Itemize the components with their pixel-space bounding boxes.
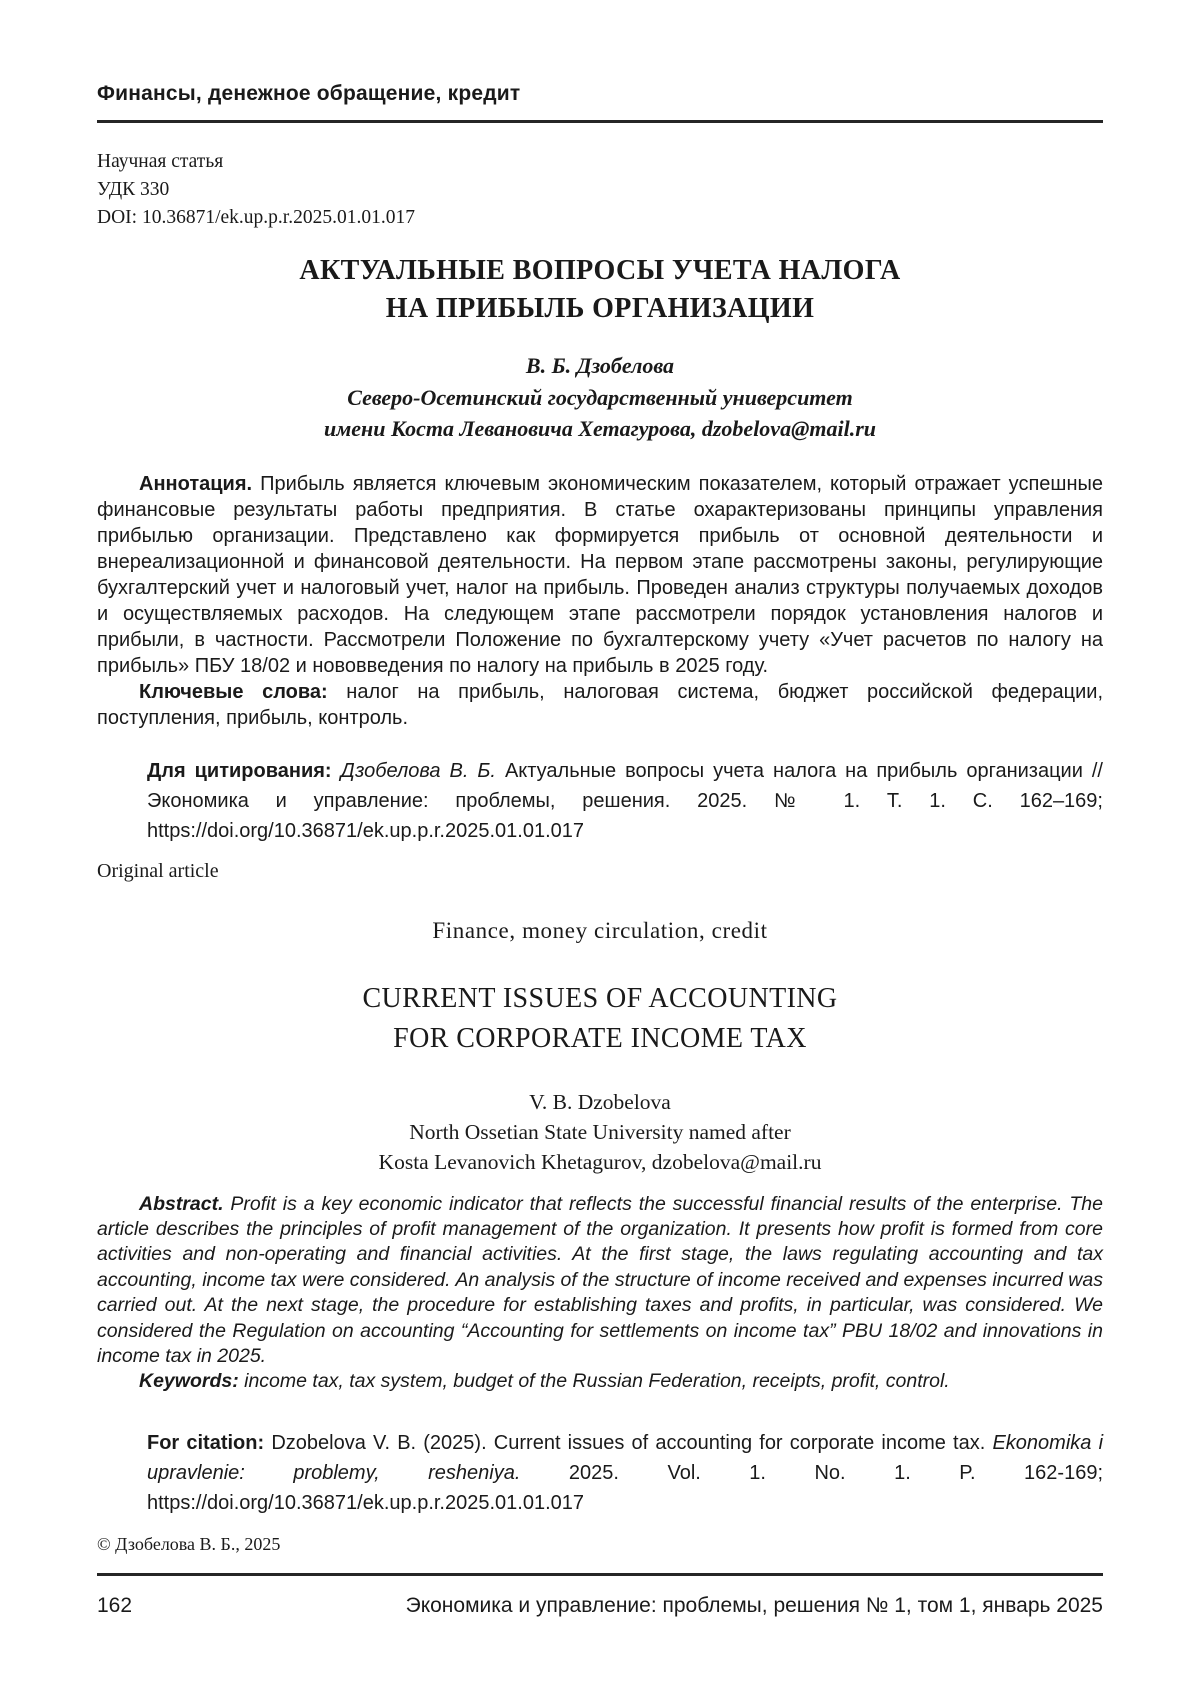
- keywords-ru-label: Ключевые слова:: [139, 680, 328, 703]
- abstract-en-text: Profit is a key economic indicator that reflects the successful financial results of the enterprise. The article describes the principles of profit management of the organization. It presents how profit is formed from core activities and non-operating and financial activities. At the first stage, the laws regulating accounting and tax accounting, income tax were considered. An analysis of the structure of income received and expenses incurred was carried out. At the next stage, the procedure for establishing taxes and profits, in particular, was considered. We considered the Regulation on accounting “Accounting for settlements on income tax” PBU 18/02 and innovations in income tax in 2025.: [97, 1192, 1103, 1367]
- page-number: 162: [97, 1594, 133, 1617]
- abstract-ru-label: Аннотация.: [139, 472, 253, 495]
- citation-ru: [147, 756, 1103, 846]
- article-type-en: Original article: [97, 859, 219, 882]
- abstract-en-label: Abstract.: [139, 1192, 224, 1215]
- citation-ru-author: Дзобелова В. Б.: [340, 759, 496, 782]
- author-ru: В. Б. Дзобелова: [525, 353, 675, 378]
- running-head: Финансы, денежное обращение, кредит: [97, 82, 521, 105]
- keywords-en-label: Keywords:: [139, 1370, 239, 1393]
- article-meta: [97, 148, 1103, 232]
- title-ru-line2: НА ПРИБЫЛЬ ОРГАНИЗАЦИИ: [385, 293, 815, 324]
- title-en-line1: CURRENT ISSUES OF ACCOUNTING: [362, 982, 838, 1014]
- citation-en-part1: Dzobelova V. B. (2025). Current issues of accounting for corporate income tax.: [271, 1431, 986, 1454]
- page-header: [97, 82, 1103, 123]
- keywords-en-text: income tax, tax system, budget of the Russian Federation, receipts, profit, control.: [244, 1370, 950, 1393]
- udc-number: УДК 330: [97, 179, 170, 200]
- citation-en-part2: 2025. Vol. 1. No. 1. P. 162-169; https://doi.org/10.36871/ek.up.p.r.2025.01.01.017: [147, 1461, 1103, 1514]
- doi-line: DOI: 10.36871/ek.up.p.r.2025.01.01.017: [97, 207, 415, 228]
- affiliation-en-line2: Kosta Levanovich Khetagurov, dzobelova@mail.ru: [378, 1149, 822, 1174]
- footer-journal-line: Экономика и управление: проблемы, решения № 1, том 1, январь 2025: [405, 1594, 1103, 1617]
- header-rule: [97, 120, 1103, 123]
- title-ru-line1: АКТУАЛЬНЫЕ ВОПРОСЫ УЧЕТА НАЛОГА: [299, 255, 901, 286]
- section-en: Finance, money circulation, credit: [432, 917, 768, 943]
- title-ru: [97, 252, 1103, 328]
- abstract-ru-text: Прибыль является ключевым экономическим показателем, который отражает успешные финансовые результаты работы предприятия. В статье охарактеризованы принципы управления прибылью организации. Представлено как формируется прибыль от основной деятельности и внереализационной и финансовой деятельности. На первом этапе рассмотрены законы, регулирующие бухгалтерский учет и налоговый учет, налог на прибыль. Проведен анализ структуры получаемых доходов и осуществляемых расходов. На следующем этапе рассмотрели порядок установления налогов и прибыли, в частности. Рассмотрели Положение по бухгалтерскому учету «Учет расчетов по налогу на прибыль» ПБУ 18/02 и нововведения по налогу на прибыль в 2025 году.: [97, 472, 1103, 677]
- citation-ru-label: Для цитирования:: [147, 759, 332, 782]
- author-block-en: [97, 1087, 1103, 1177]
- author-en: V. B. Dzobelova: [529, 1089, 671, 1114]
- keywords-ru-text: налог на прибыль, налоговая система, бюджет российской федерации, поступления, прибыль, контроль.: [97, 680, 1103, 729]
- footer-rule: [97, 1573, 1103, 1576]
- affiliation-ru-line2: имени Коста Левановича Хетагурова, dzobelova@mail.ru: [323, 416, 877, 441]
- article-type-ru: Научная статья: [97, 151, 224, 172]
- keywords-ru: [97, 679, 1103, 731]
- abstract-en: [97, 1192, 1103, 1370]
- citation-ru-text: Актуальные вопросы учета налога на прибыль организации // Экономика и управление: проблемы, решения. 2025. № 1. Т. 1. С. 162–169; https://doi.org/10.36871/ek.up.p.r.2025.01.01.017: [147, 759, 1103, 842]
- page-footer: [97, 1573, 1103, 1619]
- citation-en-label: For citation:: [147, 1431, 265, 1454]
- keywords-en: [97, 1369, 1103, 1394]
- title-en: [97, 979, 1103, 1059]
- abstract-ru: [97, 471, 1103, 679]
- author-block-ru: [97, 350, 1103, 445]
- copyright-line: © Дзобелова В. Б., 2025: [97, 1533, 281, 1554]
- affiliation-ru-line1: Северо-Осетинский государственный университет: [347, 384, 853, 410]
- affiliation-en-line1: North Ossetian State University named after: [409, 1119, 791, 1144]
- title-en-line2: FOR CORPORATE INCOME TAX: [393, 1022, 807, 1054]
- citation-en: [147, 1428, 1103, 1518]
- citation-en-journal: Ekonomika i upravlenie: problemy, resheniya.: [147, 1431, 1104, 1484]
